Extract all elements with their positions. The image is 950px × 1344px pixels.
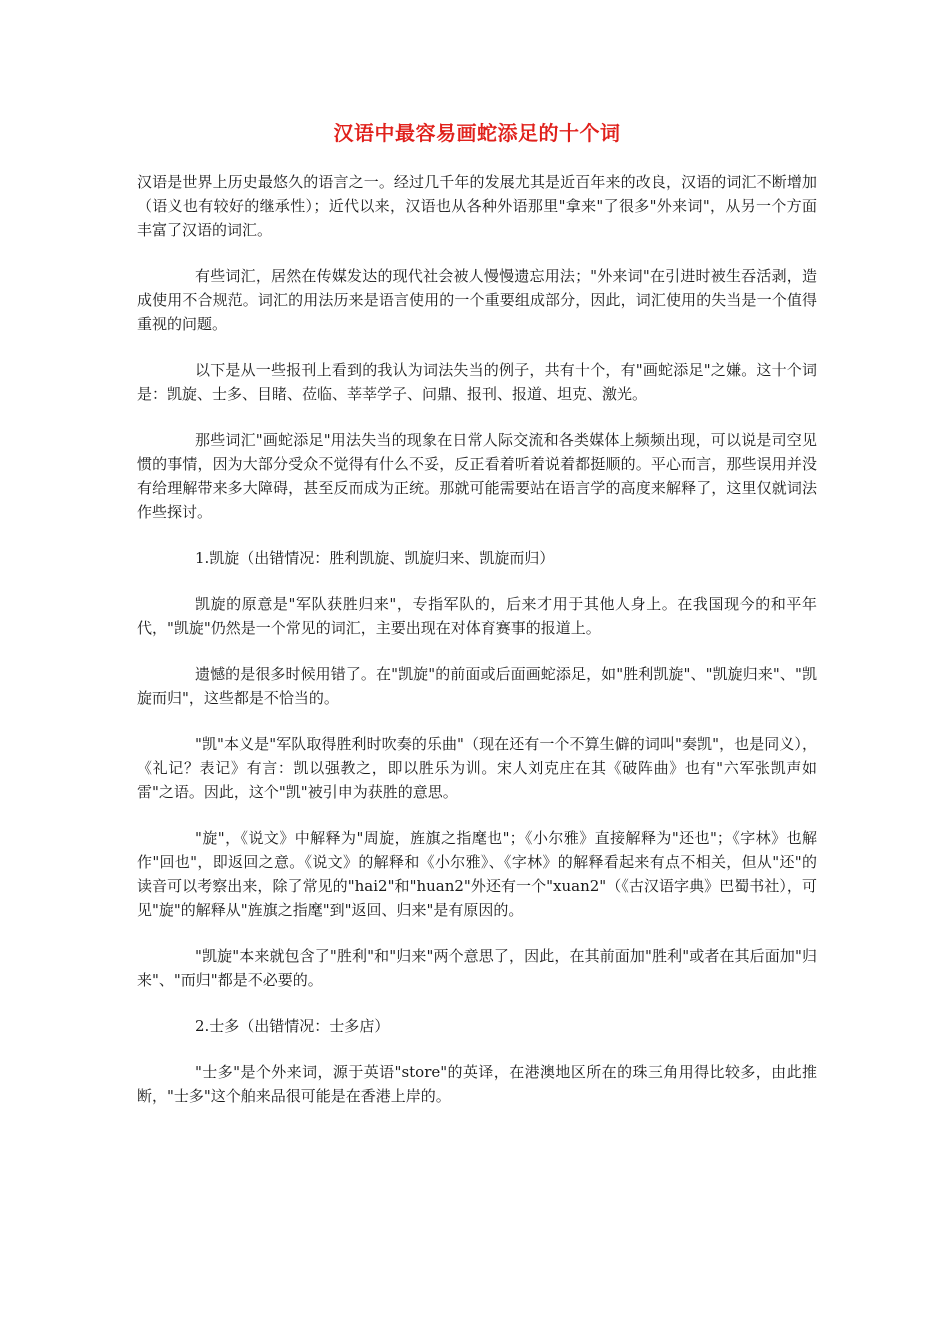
paragraph-3: 以下是从一些报刊上看到的我认为词法失当的例子，共有十个，有"画蛇添足"之嫌。这十个词是：凯旋、士多、目睹、莅临、莘莘学子、问鼎、报刊、报道、坦克、激光。 [137, 361, 817, 403]
paragraph-8: "凯"本义是"军队取得胜利时吹奏的乐曲"（现在还有一个不算生僻的词叫"奏凯"，也是同义），《礼记？表记》有言：凯以强教之，即以胜乐为训。宋人刘克庄在其《破阵曲》也有"六军张凯声如雷"之语。因此，这个"凯"被引申为获胜的意思。 [137, 735, 817, 801]
paragraph-10: "凯旋"本来就包含了"胜利"和"归来"两个意思了，因此，在其前面加"胜利"或者在其后面加"归来"、"而归"都是不必要的。 [137, 947, 817, 989]
paragraph-7: 遗憾的是很多时候用错了。在"凯旋"的前面或后面画蛇添足，如"胜利凯旋"、"凯旋归来"、"凯旋而归"，这些都是不恰当的。 [137, 665, 817, 707]
paragraph-12: "士多"是个外来词，源于英语"store"的英译，在港澳地区所在的珠三角用得比较多，由此推断，"士多"这个舶来品很可能是在香港上岸的。 [137, 1063, 817, 1105]
section-heading-kaixuan: 1.凯旋（出错情况：胜利凯旋、凯旋归来、凯旋而归） [195, 549, 555, 567]
paragraph-4: 那些词汇"画蛇添足"用法失当的现象在日常人际交流和各类媒体上频频出现，可以说是司空见惯的事情，因为大部分受众不觉得有什么不妥，反正看着听着说着都挺顺的。平心而言，那些误用并没有给理解带来多大障碍，甚至反而成为正统。那就可能需要站在语言学的高度来解释了，这里仅就词法作些探讨。 [137, 431, 817, 521]
paragraph-1: 汉语是世界上历史最悠久的语言之一。经过几千年的发展尤其是近百年来的改良，汉语的词汇不断增加（语义也有较好的继承性）；近代以来，汉语也从各种外语那里"拿来"了很多"外来词"，从另一个方面丰富了汉语的词汇。 [137, 173, 817, 239]
paragraph-9: "旋"，《说文》中解释为"周旋，旌旗之指麾也"；《小尔雅》直接解释为"还也"；《字林》也解作"回也"，即返回之意。《说文》的解释和《小尔雅》、《字林》的解释看起来有点不相关，但从"还"的读音可以考察出来，除了常见的"hai2"和"huan2"外还有一个"xuan2"（《古汉语字典》巴蜀书社），可见"旋"的解释从"旌旗之指麾"到"返回、归来"是有原因的。 [137, 829, 817, 919]
paragraph-6: 凯旋的原意是"军队获胜归来"，专指军队的，后来才用于其他人身上。在我国现今的和平年代，"凯旋"仍然是一个常见的词汇，主要出现在对体育赛事的报道上。 [137, 595, 817, 637]
article-title: 汉语中最容易画蛇添足的十个词 [333, 121, 621, 145]
paragraph-2: 有些词汇，居然在传媒发达的现代社会被人慢慢遗忘用法；"外来词"在引进时被生吞活剥，造成使用不合规范。词汇的用法历来是语言使用的一个重要组成部分，因此，词汇使用的失当是一个值得重视的问题。 [137, 267, 817, 333]
document-page [137, 118, 817, 1130]
section-heading-shiduo: 2.士多（出错情况：士多店） [195, 1017, 390, 1035]
